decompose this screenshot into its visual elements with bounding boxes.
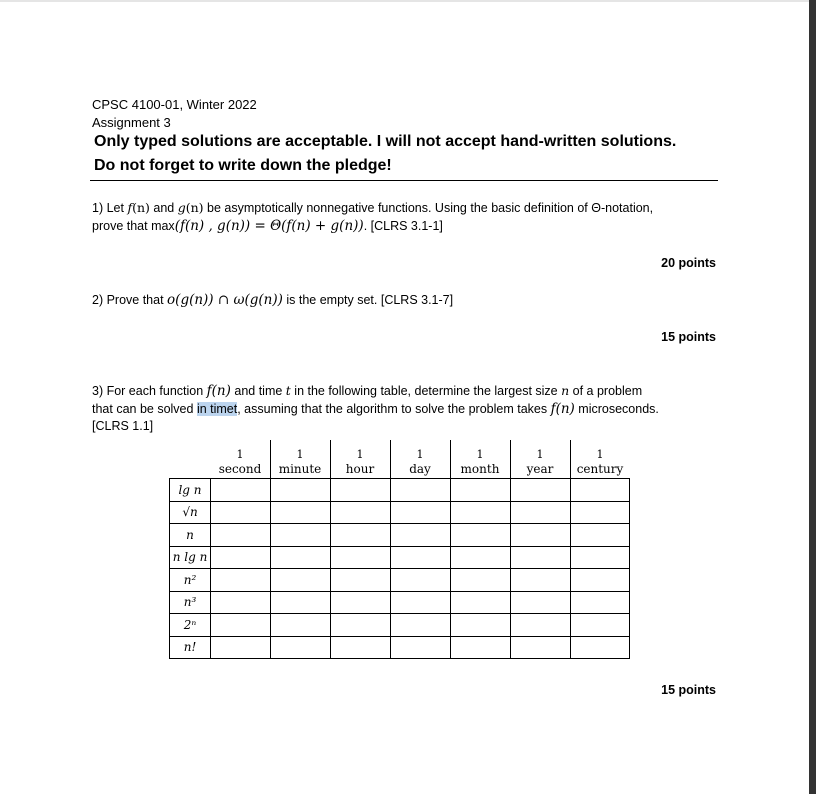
q3-line2-text-a: that can be solved	[92, 402, 197, 416]
answer-cell[interactable]	[270, 591, 330, 614]
table-row	[170, 524, 630, 547]
answer-cell[interactable]	[330, 591, 390, 614]
row-label: n²	[170, 569, 211, 592]
table-row	[170, 614, 630, 637]
answer-cell[interactable]	[211, 636, 271, 659]
answer-cell[interactable]	[450, 636, 510, 659]
q1-line2-text-b: . [CLRS 3.1-1]	[363, 219, 443, 233]
answer-cell[interactable]	[211, 479, 271, 502]
q1-line-1	[92, 200, 653, 215]
answer-cell[interactable]	[211, 501, 271, 524]
row-label: lg n	[170, 479, 211, 502]
q3-text-b: and time	[230, 384, 286, 398]
column-numerator: 1	[536, 448, 544, 461]
q2-points: 15 points	[661, 330, 716, 344]
answer-cell[interactable]	[330, 636, 390, 659]
table-row	[170, 636, 630, 659]
answer-cell[interactable]	[510, 591, 570, 614]
answer-cell[interactable]	[390, 524, 450, 547]
answer-cell[interactable]	[510, 479, 570, 502]
q3-text-a: 3) For each function	[92, 384, 207, 398]
answer-cell[interactable]	[390, 636, 450, 659]
page-right-edge	[809, 0, 816, 794]
q3-points: 15 points	[661, 683, 716, 697]
answer-cell[interactable]	[330, 614, 390, 637]
answer-cell[interactable]	[450, 614, 510, 637]
column-header-5	[510, 440, 570, 479]
q3-text-d: of a problem	[569, 384, 643, 398]
answer-cell[interactable]	[510, 546, 570, 569]
q3-line-3: [CLRS 1.1]	[92, 419, 154, 433]
answer-cell[interactable]	[270, 479, 330, 502]
answer-cell[interactable]	[570, 636, 630, 659]
answer-cell[interactable]	[390, 569, 450, 592]
table-row	[170, 501, 630, 524]
column-unit: hour	[345, 462, 375, 476]
column-unit: month	[460, 462, 500, 476]
q3-t: t	[285, 383, 291, 398]
q3-line-2	[92, 401, 659, 417]
column-unit: minute	[278, 462, 322, 476]
answer-cell[interactable]	[330, 479, 390, 502]
row-label: n lg n	[170, 546, 211, 569]
q1-text-b: and	[149, 201, 178, 215]
q3-line2-text-b: , assuming that the algorithm to solve the problem takes	[237, 402, 551, 416]
column-header-6	[570, 440, 630, 479]
q3-fn-2: f(n)	[550, 401, 575, 417]
q2-formula: o(g(n)) ∩ ω(g(n))	[167, 292, 283, 308]
answer-cell[interactable]	[390, 501, 450, 524]
answer-cell[interactable]	[510, 569, 570, 592]
course-line: CPSC 4100-01, Winter 2022	[92, 97, 257, 112]
q3-line2-text-c: microseconds.	[574, 402, 659, 416]
notice-line-2: Do not forget to write down the pledge!	[94, 157, 392, 174]
column-numerator: 1	[296, 448, 304, 461]
answer-cell[interactable]	[270, 569, 330, 592]
q1-f: f	[127, 200, 133, 215]
column-header-3	[390, 440, 450, 479]
q1-formula: (f(n) , g(n)) = Θ(f(n) + g(n))	[174, 218, 364, 234]
column-numerator: 1	[356, 448, 364, 461]
page-top-edge	[0, 0, 809, 2]
q1-n2: (n)	[185, 200, 204, 215]
q2-text-b: is the empty set. [CLRS 3.1-7]	[282, 293, 454, 307]
answer-cell[interactable]	[570, 569, 630, 592]
column-header-4	[450, 440, 510, 479]
answer-cell[interactable]	[450, 569, 510, 592]
answer-cell[interactable]	[330, 546, 390, 569]
answer-cell[interactable]	[270, 636, 330, 659]
row-label: √n	[170, 501, 211, 524]
answer-cell[interactable]	[390, 546, 450, 569]
answer-cell[interactable]	[270, 614, 330, 637]
answer-cell[interactable]	[570, 614, 630, 637]
q1-n1: (n)	[132, 200, 150, 215]
answer-cell[interactable]	[270, 501, 330, 524]
column-unit: second	[218, 462, 262, 476]
answer-cell[interactable]	[510, 524, 570, 547]
answer-cell[interactable]	[211, 614, 271, 637]
answer-cell[interactable]	[570, 501, 630, 524]
column-unit: year	[526, 462, 554, 476]
answer-cell[interactable]	[450, 591, 510, 614]
q2-line	[92, 292, 453, 308]
answer-cell[interactable]	[390, 591, 450, 614]
answer-cell[interactable]	[510, 501, 570, 524]
header-divider	[90, 180, 718, 181]
answer-cell[interactable]	[270, 546, 330, 569]
assignment-line: Assignment 3	[92, 115, 171, 130]
table-row	[170, 546, 630, 569]
answer-cell[interactable]	[330, 569, 390, 592]
column-numerator: 1	[476, 448, 484, 461]
q3-n: n	[561, 383, 570, 398]
q3-fn-1: f(n)	[206, 383, 231, 399]
answer-cell[interactable]	[570, 546, 630, 569]
answer-cell[interactable]	[330, 524, 390, 547]
row-label: n³	[170, 591, 211, 614]
answer-cell[interactable]	[450, 546, 510, 569]
row-label: n	[170, 524, 211, 547]
answer-cell[interactable]	[450, 479, 510, 502]
table-row	[170, 591, 630, 614]
column-numerator: 1	[596, 448, 604, 461]
q1-text-a: 1) Let	[92, 201, 128, 215]
answer-cell[interactable]	[570, 524, 630, 547]
q1-points: 20 points	[661, 256, 716, 270]
row-label: 2ⁿ	[170, 614, 211, 637]
q1-text-c: be asymptotically nonnegative functions. Using the basic definition of Θ-notation,	[203, 201, 654, 215]
answer-cell[interactable]	[330, 501, 390, 524]
q1-line-2	[92, 218, 443, 234]
column-header-0	[211, 440, 271, 479]
answer-cell[interactable]	[211, 569, 271, 592]
answer-cell[interactable]	[211, 591, 271, 614]
row-label: n!	[170, 636, 211, 659]
answer-cell[interactable]	[211, 524, 271, 547]
notice-line-1: Only typed solutions are acceptable. I will not accept hand-written solutions.	[94, 133, 677, 150]
answer-cell[interactable]	[570, 591, 630, 614]
answer-cell[interactable]	[510, 614, 570, 637]
answer-cell[interactable]	[390, 479, 450, 502]
column-header-2	[330, 440, 390, 479]
q1-line2-text-a: prove that max	[92, 219, 175, 233]
q3-line-1	[92, 383, 642, 399]
column-unit: day	[409, 462, 431, 476]
table-corner	[170, 440, 211, 479]
answer-cell[interactable]	[390, 614, 450, 637]
q1-g: g	[177, 200, 186, 215]
table-row	[170, 479, 630, 502]
answer-cell[interactable]	[270, 524, 330, 547]
q3-highlighted-text[interactable]: in timet	[196, 402, 238, 416]
answer-cell[interactable]	[450, 501, 510, 524]
column-numerator: 1	[236, 448, 244, 461]
answer-cell[interactable]	[510, 636, 570, 659]
answer-cell[interactable]	[570, 479, 630, 502]
column-numerator: 1	[416, 448, 424, 461]
answer-cell[interactable]	[450, 524, 510, 547]
column-header-1	[270, 440, 330, 479]
answer-cell[interactable]	[211, 546, 271, 569]
column-unit: century	[576, 462, 624, 476]
table-header-row	[170, 440, 630, 479]
table-row	[170, 569, 630, 592]
growth-table	[169, 440, 630, 659]
q3-text-c: in the following table, determine the largest size	[290, 384, 562, 398]
q2-text-a: 2) Prove that	[92, 293, 168, 307]
